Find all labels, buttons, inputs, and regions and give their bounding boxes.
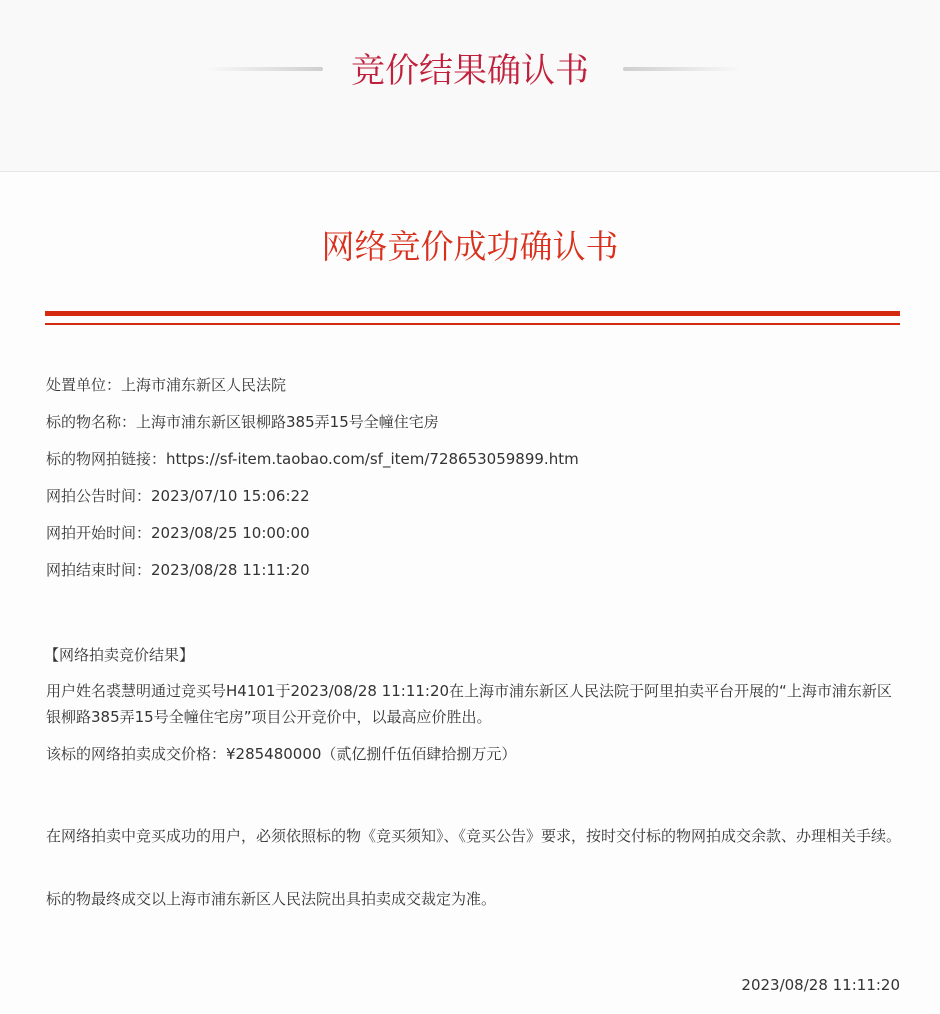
field-label: 标的物名称： — [46, 413, 137, 431]
decorative-line-right — [623, 67, 741, 71]
field-value: 上海市浦东新区银柳路385弄15号全幢住宅房 — [136, 413, 439, 431]
field-disposal-unit — [46, 372, 286, 398]
field-value: 2023/07/10 15:06:22 — [151, 487, 310, 505]
page-header — [0, 0, 940, 172]
field-label: 标的物网拍链接： — [46, 450, 167, 468]
final-text: 标的物最终成交以上海市浦东新区人民法院出具拍卖成交裁定为准。 — [46, 890, 497, 908]
field-value: 上海市浦东新区人民法院 — [121, 376, 287, 394]
document-title: 网络竞价成功确认书 — [321, 227, 619, 266]
field-label: 网拍公告时间： — [46, 487, 152, 505]
field-value: 2023/08/25 10:00:00 — [151, 524, 310, 542]
item-link[interactable]: https://sf-item.taobao.com/sf_item/728653059899.htm — [166, 450, 579, 468]
field-label: 处置单位： — [46, 376, 122, 394]
divider-thick — [45, 311, 900, 316]
document-date: 2023/08/28 11:11:20 — [741, 976, 900, 994]
field-item-name — [46, 409, 439, 435]
divider-thin — [45, 323, 900, 325]
notice-text: 在网络拍卖中竞买成功的用户，必须依照标的物《竞买须知》、《竞买公告》要求，按时交付标的物网拍成交余款、办理相关手续。 — [46, 827, 902, 845]
field-label: 网拍开始时间： — [46, 524, 152, 542]
field-label: 网拍结束时间： — [46, 561, 152, 579]
field-start-time — [46, 520, 310, 546]
result-text: 用户姓名裘慧明通过竞买号H4101于2023/08/28 11:11:20在上海市浦东新区人民法院于阿里拍卖平台开展的“上海市浦东新区银柳路385弄15号全幢住宅房”项目公开竞价中，以最高应价胜出。 — [46, 682, 892, 726]
result-heading: 【网络拍卖竞价结果】 — [44, 646, 195, 664]
field-end-time — [46, 557, 310, 583]
page-title: 竞价结果确认书 — [351, 51, 589, 91]
field-item-link — [46, 446, 579, 472]
field-announce-time — [46, 483, 310, 509]
price-text: 该标的网络拍卖成交价格：¥285480000（贰亿捌仟伍佰肆拾捌万元） — [46, 745, 517, 763]
field-value: 2023/08/28 11:11:20 — [151, 561, 310, 579]
